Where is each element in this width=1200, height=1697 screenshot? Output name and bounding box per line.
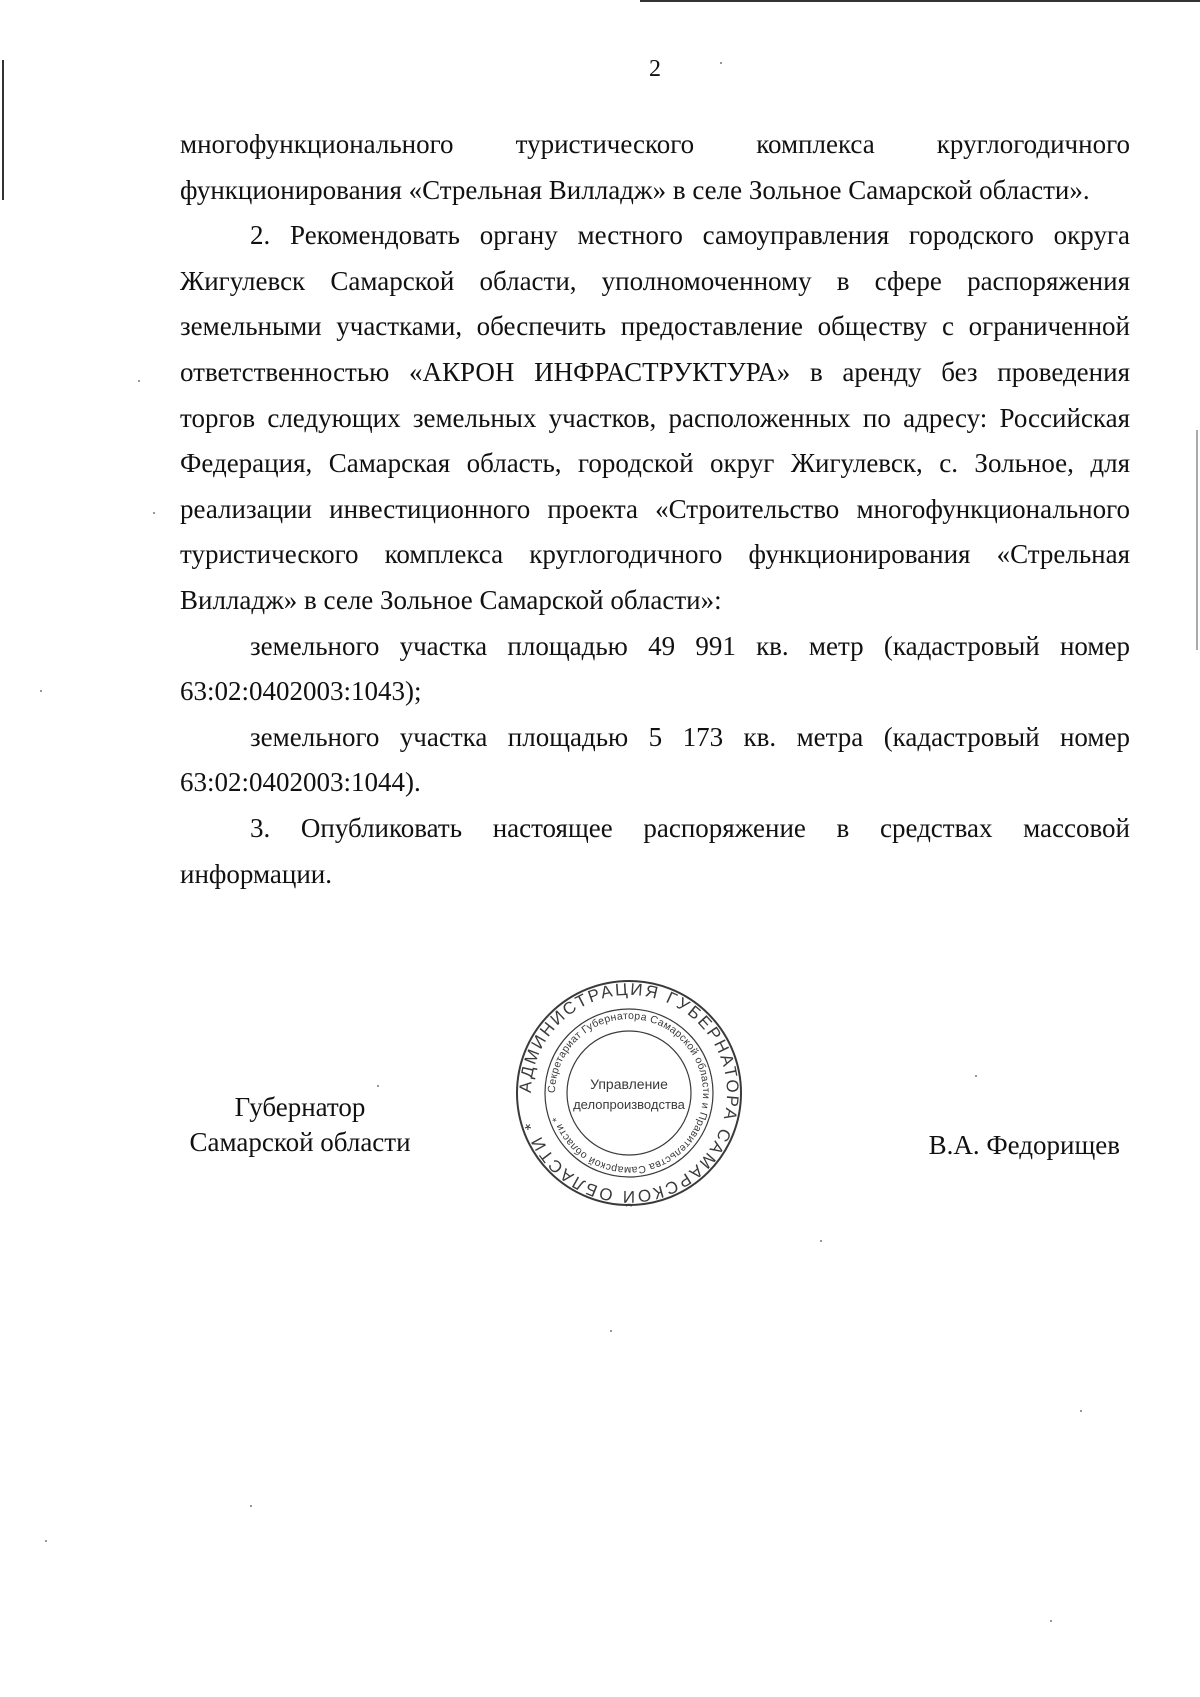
seal-inner-text: Секретариат Губернатора Самарской области и Правительства Самарской области * bbox=[545, 1009, 713, 1177]
page-number: 2 bbox=[649, 56, 661, 82]
scan-dust bbox=[45, 1540, 47, 1542]
signatory-position-line-2: Самарской области bbox=[189, 1127, 411, 1157]
scan-dust bbox=[1080, 1410, 1082, 1412]
scan-dust bbox=[377, 1085, 379, 1087]
seal-outer-text: АДМИНИСТРАЦИЯ ГУБЕРНАТОРА САМАРСКОЙ ОБЛАСТИ * bbox=[515, 979, 743, 1207]
land-plot-1: земельного участка площадью 49 991 кв. метр (кадастровый номер 63:02:0402003:1043); bbox=[180, 630, 1130, 707]
paragraph-continuation: многофункционального туристического комплекса круглогодичного функционирования «Стрельная Вилладж» в селе Зольное Самарской области». bbox=[180, 129, 1130, 205]
seal-center-line-1: Управление bbox=[590, 1076, 668, 1092]
scan-edge-line-top bbox=[640, 0, 1200, 2]
signatory-position bbox=[180, 1090, 420, 1160]
paragraph-item-3: 3. Опубликовать настоящее распоряжение в средствах массовой информации. bbox=[180, 812, 1130, 889]
scan-dust bbox=[820, 1240, 822, 1242]
scan-dust bbox=[1050, 1620, 1052, 1622]
scan-dust bbox=[138, 380, 140, 382]
official-seal bbox=[514, 978, 744, 1208]
seal-center-line-2: делопроизводства bbox=[573, 1097, 685, 1112]
signatory-name: В.А. Федорищев bbox=[928, 1130, 1120, 1160]
signatory-position-line-1: Губернатор bbox=[234, 1092, 366, 1122]
scan-dust bbox=[153, 512, 155, 514]
scan-edge-line-right bbox=[1196, 430, 1198, 650]
scan-dust bbox=[250, 1505, 252, 1507]
scan-dust bbox=[720, 62, 722, 64]
document-body bbox=[180, 122, 1130, 897]
scan-edge-line-left bbox=[2, 60, 4, 200]
scan-dust bbox=[610, 1330, 612, 1332]
seal-middle-ring bbox=[545, 1009, 713, 1177]
scan-dust bbox=[975, 1075, 977, 1077]
seal-inner-ring bbox=[567, 1031, 691, 1155]
land-plot-2: земельного участка площадью 5 173 кв. метра (кадастровый номер 63:02:0402003:1044). bbox=[180, 721, 1130, 798]
paragraph-item-2: 2. Рекомендовать органу местного самоуправления городского округа Жигулевск Самарской области, уполномоченному в сфере распоряжения земельными участками, обеспечить предоставление обществу с ограниченной ответственностью «АКРОН ИНФРАСТРУКТУРА» в аренду без проведения торгов следующих земельных участков, расположенных по адресу: Российская Федерация, Самарская область, городской округ Жигулевск, с. Зольное, для реализации инвестиционного проекта «Строительство многофункционального туристического комплекса круглогодичного функционирования «Стрельная Вилладж» в селе Зольное Самарской области»: bbox=[180, 220, 1130, 615]
scan-dust bbox=[40, 690, 42, 692]
